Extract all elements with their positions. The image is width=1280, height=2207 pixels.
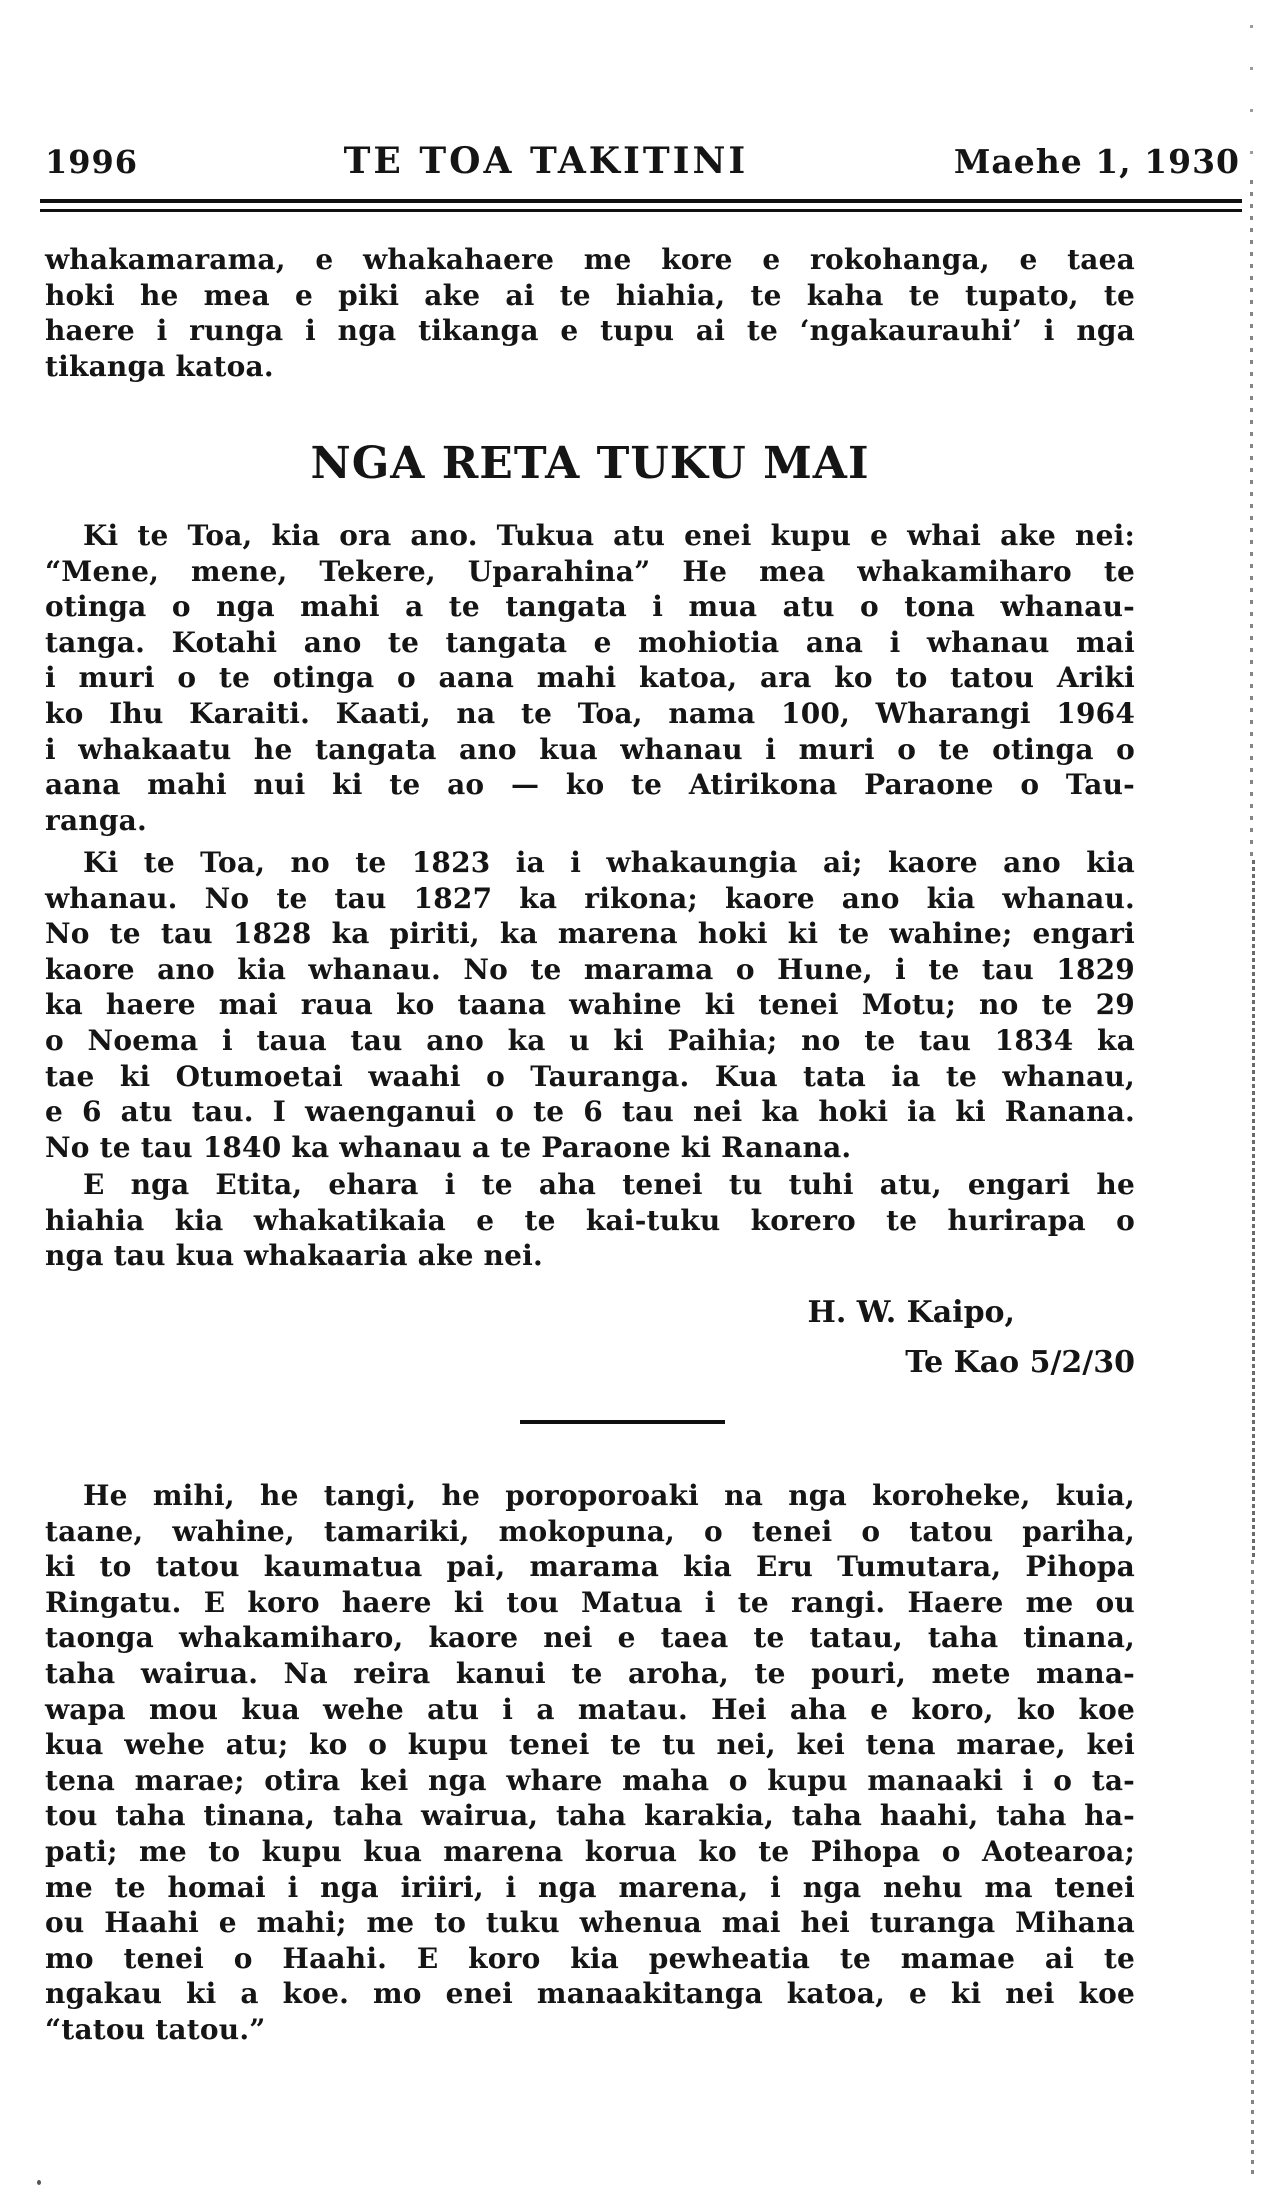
section-heading: NGA RETA TUKU MAI xyxy=(310,438,870,489)
text-line: o Noema i taua tau ano ka u ki Paihia; no te tau 1834 ka xyxy=(45,1023,1135,1057)
text-line: tou taha tinana, taha wairua, taha karakia, taha haahi, taha ha- xyxy=(45,1799,1135,1833)
text-line: otinga o nga mahi a te tangata i mua atu o tona whanau- xyxy=(45,590,1135,624)
text-line: nga tau kua whakaaria ake nei. xyxy=(45,1239,543,1273)
text-line: haere i runga i nga tikanga e tupu ai te ‘ngakaurauhi’ i nga xyxy=(45,314,1135,348)
text-line: E nga Etita, ehara i te aha tenei tu tuhi atu, engari he xyxy=(83,1168,1135,1201)
page-number: 1996 xyxy=(45,143,139,181)
text-line: taonga whakamiharo, kaore nei e taea te tatau, taha tinana, xyxy=(45,1621,1135,1655)
text-line: ngakau ki a koe. mo enei manaakitanga katoa, e ki nei koe xyxy=(45,1977,1135,2011)
text-line: He mihi, he tangi, he poroporoaki na nga koroheke, kuia, xyxy=(83,1479,1135,1512)
text-line: kaore ano kia whanau. No te marama o Hune, i te tau 1829 xyxy=(45,952,1135,986)
text-line: taane, wahine, tamariki, mokopuna, o tenei o tatou pariha, xyxy=(45,1514,1135,1548)
masthead-title: TE TOA TAKITINI xyxy=(343,140,749,182)
scan-noise-segment xyxy=(1250,25,1253,165)
text-line: e 6 atu tau. I waenganui o te 6 tau nei ka hoki ia ki Ranana. xyxy=(45,1095,1135,1129)
masthead xyxy=(45,140,1240,182)
scan-noise-segment xyxy=(1250,180,1253,860)
text-line: i whakaatu he tangata ano kua whanau i muri o te otinga o xyxy=(45,732,1135,766)
scan-noise-segment xyxy=(1252,860,1255,1560)
issue-date: Maehe 1, 1930 xyxy=(953,142,1240,181)
text-line: “Mene, mene, Tekere, Uparahina” He mea whakamiharo te xyxy=(45,554,1135,588)
paragraph-continuation xyxy=(45,242,1135,384)
text-line: i muri o te otinga o aana mahi katoa, ara ko to tatou Ariki xyxy=(45,661,1135,695)
paragraph-letter-2 xyxy=(45,845,1135,1165)
text-line: mo tenei o Haahi. E koro kia pewheatia te mamae ai te xyxy=(45,1941,1135,1975)
text-line: taha wairua. Na reira kanui te aroha, te pouri, mete mana- xyxy=(45,1656,1135,1690)
text-line: kua wehe atu; ko o kupu tenei te tu nei, kei tena marae, kei xyxy=(45,1728,1135,1762)
scan-noise-strip xyxy=(1244,0,1264,2207)
text-line: tanga. Kotahi ano te tangata e mohiotia ana i whanau mai xyxy=(45,625,1135,659)
text-line: tae ki Otumoetai waahi o Tauranga. Kua tata ia te whanau, xyxy=(45,1059,1135,1093)
letter-signature xyxy=(45,1288,1135,1388)
ink-speck xyxy=(37,2180,41,2185)
text-line: ki to tatou kaumatua pai, marama kia Eru Tumutara, Pihopa xyxy=(45,1550,1135,1584)
text-line: tikanga katoa. xyxy=(45,349,274,383)
text-line: tena marae; otira kei nga whare maha o kupu manaaki i o ta- xyxy=(45,1763,1135,1797)
text-line: ranga. xyxy=(45,803,147,837)
text-line: pati; me to kupu kua marena korua ko te Pihopa o Aotearoa; xyxy=(45,1834,1135,1868)
scan-noise-segment xyxy=(1251,1560,1254,2180)
text-line: aana mahi nui ki te ao — ko te Atirikona Paraone o Tau- xyxy=(45,768,1135,802)
text-line: wapa mou kua wehe atu i a matau. Hei aha e koro, ko koe xyxy=(45,1692,1135,1726)
text-line: No te tau 1840 ka whanau a te Paraone ki Ranana. xyxy=(45,1130,852,1164)
text-line: ko Ihu Karaiti. Kaati, na te Toa, nama 100, Wharangi 1964 xyxy=(45,696,1135,730)
text-line: No te tau 1828 ka piriti, ka marena hoki ki te wahine; engari xyxy=(45,917,1135,951)
text-line: hiahia kia whakatikaia e te kai-tuku korero te hurirapa o xyxy=(45,1203,1135,1237)
text-line: ou Haahi e mahi; me to tuku whenua mai hei turanga Mihana xyxy=(45,1906,1135,1940)
masthead-rule-top xyxy=(40,199,1242,203)
section-divider xyxy=(520,1420,725,1424)
signature-name: H. W. Kaipo, xyxy=(807,1295,1015,1330)
masthead-rule-bottom xyxy=(40,209,1242,212)
text-line: whanau. No te tau 1827 ka rikona; kaore ano kia whanau. xyxy=(45,881,1135,915)
text-line: Ki te Toa, no te 1823 ia i whakaungia ai; kaore ano kia xyxy=(83,846,1135,879)
text-line: Ringatu. E koro haere ki tou Matua i te rangi. Haere me ou xyxy=(45,1585,1135,1619)
text-line: hoki he mea e piki ake ai te hiahia, te kaha te tupato, te xyxy=(45,278,1135,312)
text-line: “tatou tatou.” xyxy=(45,2012,266,2046)
text-line: ka haere mai raua ko taana wahine ki tenei Motu; no te 29 xyxy=(45,988,1135,1022)
text-line: whakamarama, e whakahaere me kore e rokohanga, e taea xyxy=(45,243,1135,276)
signature-place-date: Te Kao 5/2/30 xyxy=(905,1345,1135,1380)
paragraph-letter-3 xyxy=(45,1167,1135,1274)
text-line: Ki te Toa, kia ora ano. Tukua atu enei kupu e whai ake nei: xyxy=(83,519,1135,552)
paragraph-letter-1 xyxy=(45,518,1135,838)
text-line: me te homai i nga iriiri, i nga marena, i nga nehu ma tenei xyxy=(45,1870,1135,1904)
paragraph-obituary xyxy=(45,1478,1135,2048)
